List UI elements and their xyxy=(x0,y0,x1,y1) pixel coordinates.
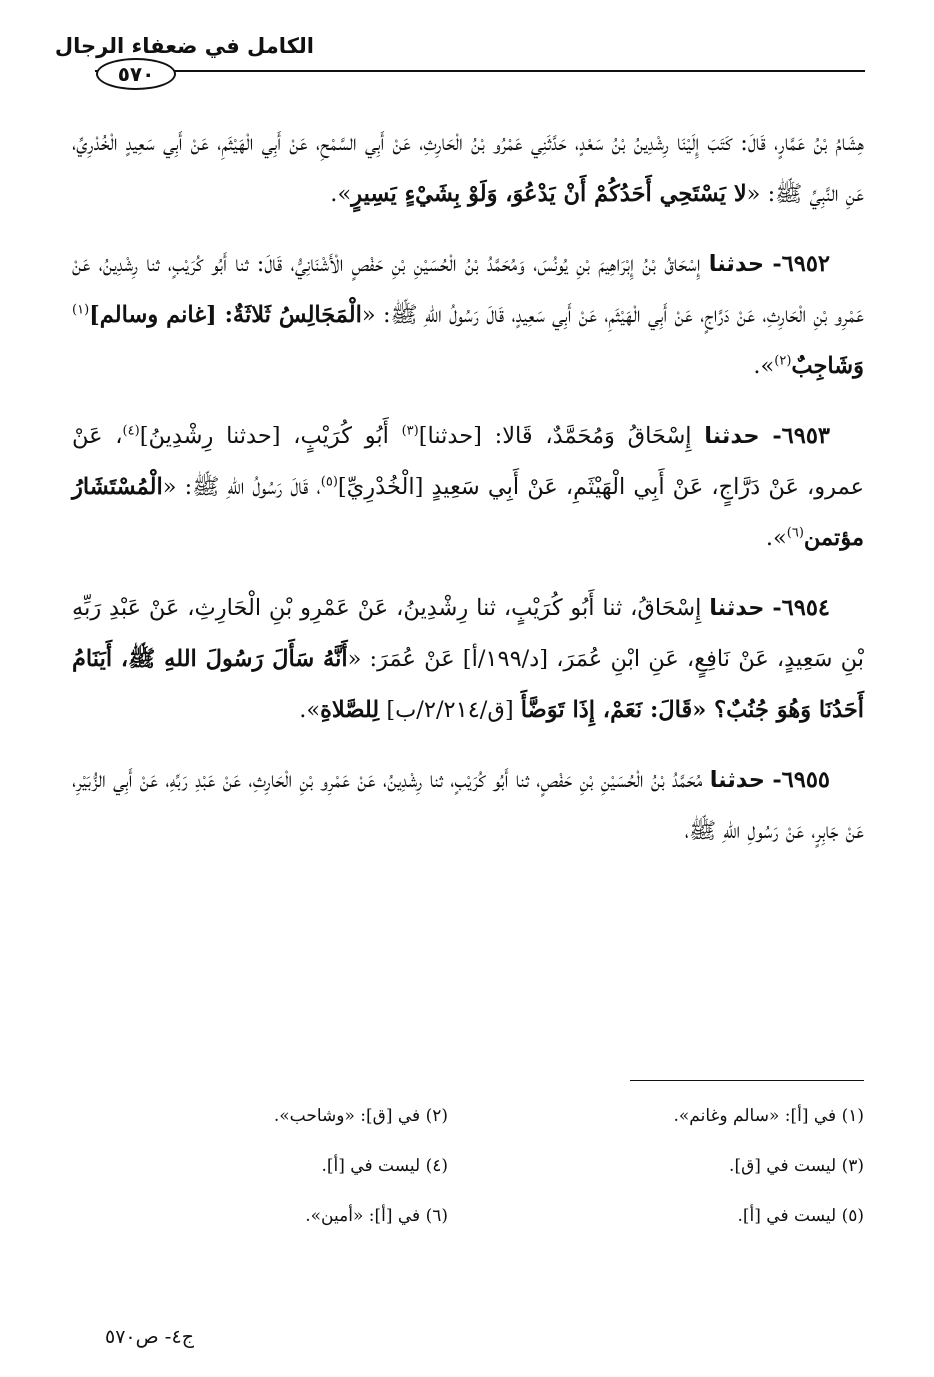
hadith-matn: أَنَّهُ سَأَلَ رَسُولَ اللهِ ﷺ، أَيَنَامُ أَحَدُنَا وَهُوَ جُنُبٌ؟ «قَالَ: نَعَمْ، إِذَا تَوَضَّأَ xyxy=(72,646,864,723)
hadith-matn: لِلصَّلاةِ xyxy=(320,697,380,723)
footnote-2: (٢) في [ق]: «وشاحب». xyxy=(273,1106,448,1126)
footnote-3: (٣) ليست في [ق]. xyxy=(729,1156,864,1176)
paragraph-text: إِسْحَاقُ بْنُ إِبْرَاهِيمَ بْنِ يُونُسَ، وَمُحَمَّدُ بْنُ الْحُسَيْنِ بْنِ حَفْصٍ الْأَشْنَانِيُّ، قَالَ: ثنا أَبُو كُرَيْبٍ، ثنا رِشْدِينُ، عَنْ عَمْرِو بْنِ الْحَارِثِ، عَنْ دَرَّاجٍ، عَنْ أَبِي الْهَيْثَمِ، عَنْ أَبِي سَعِيدٍ، قَالَ رَسُولُ اللهِ ﷺ: « xyxy=(72,251,864,328)
paragraph-text: ، قَالَ رَسُولُ اللهِ ﷺ: « xyxy=(162,474,321,500)
paragraph-tail: ». xyxy=(330,181,352,207)
hadith-lead: حدثنا xyxy=(704,423,760,449)
footnote-5: (٥) ليست في [أ]. xyxy=(737,1206,864,1226)
footnote-rule xyxy=(630,1080,864,1081)
page-number: ٥٧٠ xyxy=(96,58,176,90)
paragraph-text: هِشَامُ بْنُ عَمَّارٍ، قَالَ: كَتَبَ إِلَيْنَا رِشْدِينُ بْنُ سَعْدٍ، حَدَّثَنِي عَمْرُو بْنُ الْحَارِثِ، عَنْ أَبِي السَّمْحِ، عَنْ أَبِي الْهَيْثَمِ، عَنْ أَبِي سَعِيدٍ الْخُدْرِيِّ، عَنِ النَّبِيِّ ﷺ: « xyxy=(72,130,864,207)
hadith-lead: حدثنا xyxy=(709,767,766,793)
footnotes xyxy=(72,1098,864,1234)
hadith-lead: حدثنا xyxy=(708,251,765,277)
book-title: الكامل في ضعفاء الرجال xyxy=(54,34,314,58)
footnote-marker: (١) xyxy=(72,302,90,318)
paragraph-text: إِسْحَاقُ وَمُحَمَّدٌ، قَالا: [حدثنا] xyxy=(418,423,692,449)
paragraph-continuation xyxy=(72,118,864,220)
paragraph-tail: ». xyxy=(765,525,787,551)
paragraph-tail: ». xyxy=(299,697,321,723)
hadith-matn: الْمُسْتَشَارُ مؤتمن xyxy=(72,474,864,551)
hadith-number: ٦٩٥٢- xyxy=(772,251,831,277)
footnote-1: (١) في [أ]: «سالم وغانم». xyxy=(673,1106,864,1126)
volume-page-reference: ج٤- ص٥٧٠ xyxy=(105,1326,194,1348)
hadith-6954 xyxy=(72,583,864,736)
footnote-6: (٦) في [أ]: «أمين». xyxy=(305,1206,448,1226)
hadith-number: ٦٩٥٣- xyxy=(772,423,831,449)
hadith-number: ٦٩٥٤- xyxy=(772,595,831,621)
paragraph-text: ، عَنْ عمرو، عَنْ دَرَّاجٍ، عَنْ أَبِي الْهَيْثَمِ، عَنْ أَبِي سَعِيدٍ [الْخُدْرِيِّ] xyxy=(72,423,864,500)
hadith-6953 xyxy=(72,411,864,564)
paragraph-text: أَبُو كُرَيْبٍ، [حدثنا رِشْدِينُ] xyxy=(139,423,389,449)
footnote-marker: (٢) xyxy=(774,353,792,369)
paragraph-text: إِسْحَاقُ، ثنا أَبُو كُرَيْبٍ، ثنا رِشْدِينُ، عَنْ عَمْرِو بْنِ الْحَارِثِ، عَنْ عَبْدِ رَبِّهِ بْنِ سَعِيدٍ، عَنْ نَافِعٍ، عَنِ ابْنِ عُمَرَ، [د/١٩٩/أ] عَنْ عُمَرَ: « xyxy=(72,595,864,672)
manuscript-reference: [ق/٢/٢١٤/ب] xyxy=(386,697,514,723)
paragraph-tail: ». xyxy=(753,353,775,379)
footnote-4: (٤) ليست في [أ]. xyxy=(321,1156,448,1176)
paragraph-text: مُحَمَّدُ بْنُ الْحُسَيْنِ بْنِ حَفْصٍ، ثنا أَبُو كُرَيْبٍ، ثنا رِشْدِينُ، عَنْ عَمْرِو بْنِ الْحَارِثِ، عَنْ عَبْدِ رَبِّهِ، عَنْ أَبِي الزُّبَيْرِ، عَنْ جَابِرٍ، عَنْ رَسُولِ اللهِ ﷺ، xyxy=(72,767,864,844)
footnote-marker: (٥) xyxy=(320,474,338,490)
footnote-marker: (٣) xyxy=(401,423,419,439)
hadith-lead: حدثنا xyxy=(709,595,765,621)
hadith-6955 xyxy=(72,755,864,857)
hadith-matn: الْمَجَالِسُ ثَلاثَةٌ: [غانم وسالم] xyxy=(89,302,362,328)
hadith-matn: وَشَاجِبٌ xyxy=(791,353,864,379)
footnote-marker: (٤) xyxy=(122,423,140,439)
header-rule xyxy=(95,70,865,72)
footnote-marker: (٦) xyxy=(786,525,804,541)
hadith-number: ٦٩٥٥- xyxy=(772,767,830,793)
hadith-matn: لا يَسْتَحِي أَحَدُكُمْ أَنْ يَدْعُوَ، وَلَوْ بِشَيْءٍ يَسِيرٍ xyxy=(351,181,747,207)
main-text xyxy=(72,118,864,876)
hadith-6952 xyxy=(72,239,864,392)
